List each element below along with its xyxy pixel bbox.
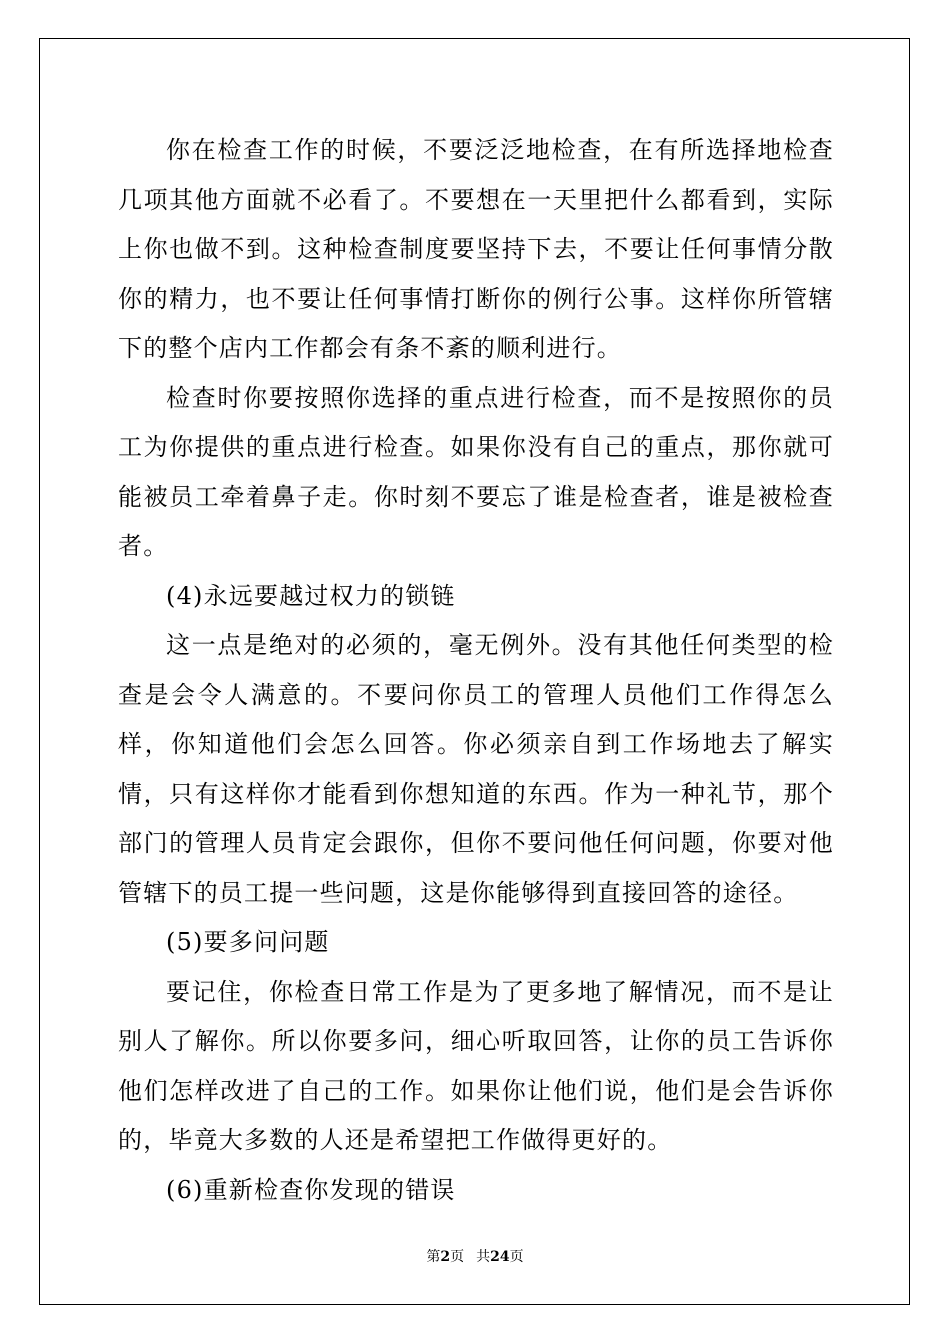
document-body [118, 126, 834, 1215]
page-footer [0, 1246, 950, 1266]
page-current: 2 [440, 1249, 451, 1265]
heading-6: (6)重新检查你发现的错误 [166, 1175, 456, 1204]
total-prefix: 共 [476, 1249, 491, 1265]
page-prefix: 第 [426, 1249, 441, 1265]
heading-5: (5)要多问问题 [166, 928, 330, 956]
paragraph-4: 要记住，你检查日常工作是为了更多地了解情况，而不是让别人了解你。所以你要多问，细心听取回答，让你的员工告诉你他们怎样改进了自己的工作。如果你让他们说，他们是会告诉你的，毕竟大多数的人还是希望把工作做得更好的。 [118, 977, 834, 1154]
paragraph-2: 检查时你要按照你选择的重点进行检查，而不是按照你的员工为你提供的重点进行检查。如果你没有自己的重点，那你就可能被员工牵着鼻子走。你时刻不要忘了谁是检查者，谁是被检查者。 [118, 383, 834, 560]
page-suffix: 页 [450, 1249, 465, 1265]
page-total: 24 [490, 1249, 510, 1265]
total-suffix: 页 [509, 1249, 524, 1265]
paragraph-1: 你在检查工作的时候，不要泛泛地检查，在有所选择地检查几项其他方面就不必看了。不要想在一天里把什么都看到，实际上你也做不到。这种检查制度要坚持下去，不要让任何事情分散你的精力，也不要让任何事情打断你的例行公事。这样你所管辖下的整个店内工作都会有条不紊的顺利进行。 [118, 136, 834, 362]
paragraph-3: 这一点是绝对的必须的，毫无例外。没有其他任何类型的检查是会令人满意的。不要问你员工的管理人员他们工作得怎么样，你知道他们会怎么回答。你必须亲自到工作场地去了解实情，只有这样你才能看到你想知道的东西。作为一种礼节，那个部门的管理人员肯定会跟你，但你不要问他任何问题，你要对他管辖下的员工提一些问题，这是你能够得到直接回答的途径。 [118, 631, 834, 907]
heading-4: (4)永远要越过权力的锁链 [166, 581, 456, 610]
